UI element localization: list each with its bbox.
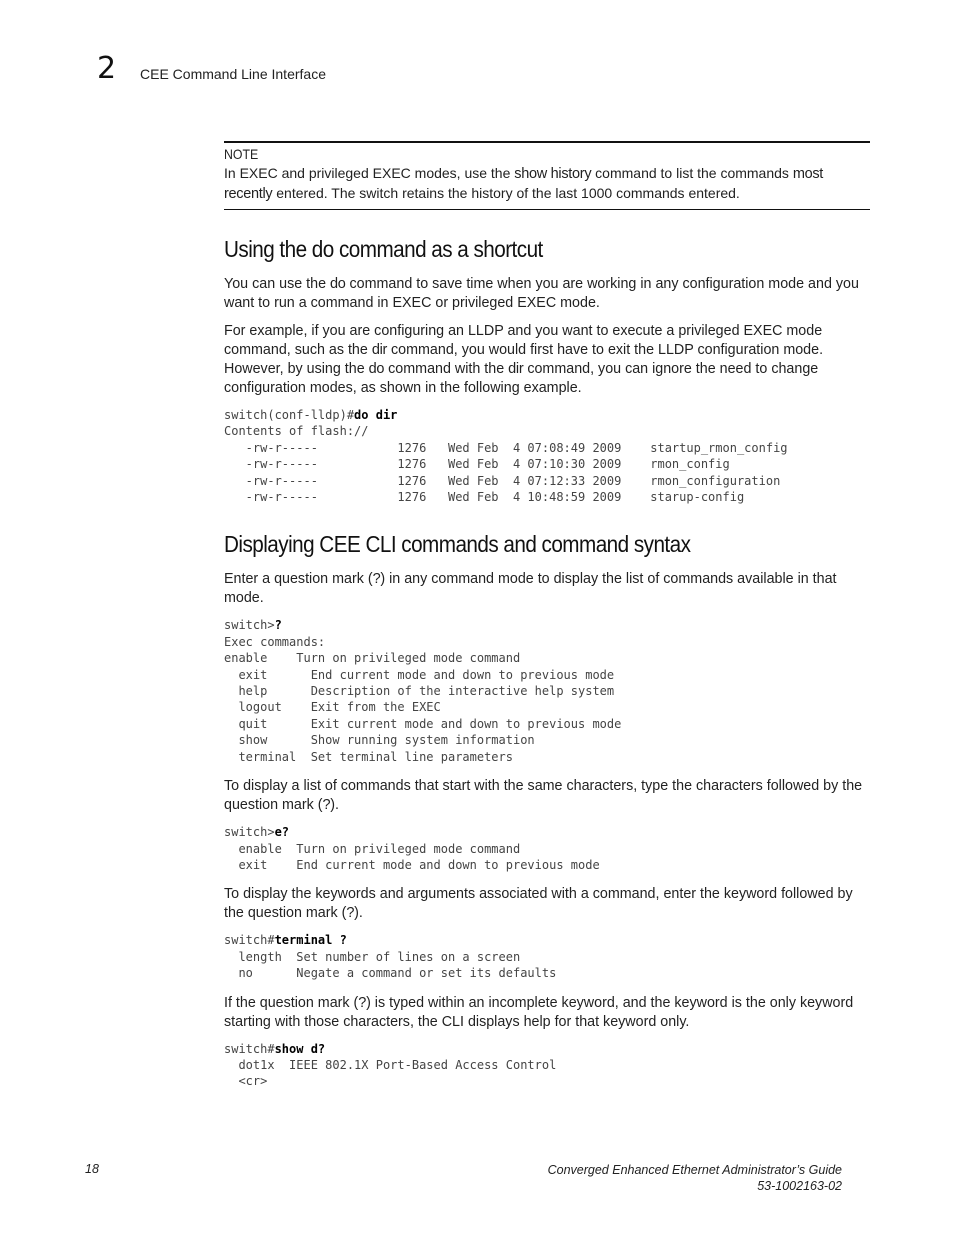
code-command: terminal ? <box>274 933 347 948</box>
text-part: To display a list of commands that start with the same characters, type the characters followed by the question mark ( <box>224 778 863 814</box>
text-part: command with the <box>384 361 509 377</box>
keyword-dir: dir <box>508 361 524 377</box>
text-part: To display the keywords and arguments associated with a command, enter the keyword followed by the question mark ( <box>224 886 853 922</box>
text-part: ). <box>330 797 340 814</box>
code-block-e-help <box>224 824 870 873</box>
keyword-show-history: show history <box>514 166 592 182</box>
code-output: dot1x IEEE 802.1X Port-Based Access Control <cr> <box>238 1057 557 1089</box>
text-part: command, you would first have to exit the LLDP configuration mode. However, by using the <box>224 342 824 377</box>
note-text-part: entered. The switch retains the history of the last 1000 commands entered. <box>272 185 740 201</box>
keyword-do: do <box>330 276 346 292</box>
code-command: ? <box>274 618 282 633</box>
keyword-do: do <box>368 361 385 377</box>
paragraph <box>224 322 870 398</box>
footer-doc-info <box>548 1162 842 1194</box>
code-block-terminal-help <box>224 932 870 981</box>
code-block-show-d-help <box>224 1041 870 1090</box>
paragraph <box>224 570 870 608</box>
footer-doc-number: 53-1002163-02 <box>757 1179 842 1193</box>
code-command: e? <box>274 825 290 840</box>
text-part: ). <box>354 905 363 922</box>
paragraph <box>224 885 870 923</box>
code-command: show d? <box>274 1041 326 1056</box>
code-prompt: switch# <box>224 933 275 948</box>
keyword-question-mark: ? <box>346 905 355 922</box>
paragraph <box>224 275 870 313</box>
text-part: ) is typed within an incomplete keyword, and the keyword is the only keyword starting with those characters, the CLI displays help for that keyword only. <box>224 994 854 1030</box>
keyword-dir: dir <box>371 342 388 358</box>
code-command: do dir <box>354 408 398 422</box>
text-part: If the question mark ( <box>224 994 359 1011</box>
code-output: enable Turn on privileged mode command exit End current mode and down to previous mode <box>238 841 600 872</box>
text-part: command, you can ignore the need to change configuration modes, as shown in the following example. <box>224 361 819 396</box>
note-box <box>224 141 870 210</box>
keyword-question-mark: ? <box>358 994 367 1011</box>
note-text <box>224 164 870 204</box>
note-text-part: command to list the commands <box>591 165 793 181</box>
text-part: Enter a question mark ( <box>224 571 373 588</box>
note-text-part: In EXEC and privileged EXEC modes, use the <box>224 165 515 181</box>
section-heading-do-command: Using the do command as a shortcut <box>224 236 543 262</box>
footer-page-number: 18 <box>85 1162 99 1176</box>
paragraph <box>224 994 870 1032</box>
code-prompt: switch(conf-lldp)# <box>224 408 355 422</box>
section-heading-cli-commands: Displaying CEE CLI commands and command syntax <box>224 531 691 558</box>
code-output: Exec commands: enable Turn on privileged mode command exit End current mode and down to previous mode help Description of the interactive help system logout Exit from the EXEC quit Exit current mode and down to previous mode show Show running system information terminal Set terminal line parameters <box>224 634 622 764</box>
text-part: For example, if you are configuring an LLDP and you want to execute a privileged EXEC mode command, such as the <box>224 323 823 358</box>
code-block-help <box>224 617 870 765</box>
chapter-number: 2 <box>97 51 117 86</box>
keyword-most-recently: most recently <box>224 166 824 202</box>
code-block-do-dir <box>224 407 870 505</box>
footer-guide-title: Converged Enhanced Ethernet Administrator’s Guide <box>547 1163 842 1177</box>
paragraph <box>224 777 870 815</box>
keyword-question-mark: ? <box>372 571 381 588</box>
code-output: Contents of flash:// -rw-r----- 1276 Wed Feb 4 07:08:49 2009 startup_rmon_config -rw-r----- 1276 Wed Feb 4 07:10:30 2009 rmon_config -rw-r----- 1276 Wed Feb 4 07:12:33 2009 rmon_configuration -rw-r----- 1276 Wed Feb 4 10:48:59 2009 starup-config <box>224 424 788 505</box>
code-prompt: switch> <box>224 825 275 840</box>
code-prompt: switch> <box>224 618 275 633</box>
text-part: You can use the <box>224 276 330 292</box>
text-part: command to save time when you are working in any configuration mode and you want to run a command in EXEC or privileged EXEC mode. <box>224 276 859 311</box>
note-label: NOTE <box>224 146 259 162</box>
page-content <box>224 141 870 1102</box>
text-part: ) in any command mode to display the list of commands available in that mode. <box>224 571 837 607</box>
keyword-question-mark: ? <box>322 797 331 814</box>
code-prompt: switch# <box>224 1041 275 1056</box>
chapter-title: CEE Command Line Interface <box>140 66 326 82</box>
code-output: length Set number of lines on a screen no Negate a command or set its defaults <box>238 949 557 981</box>
